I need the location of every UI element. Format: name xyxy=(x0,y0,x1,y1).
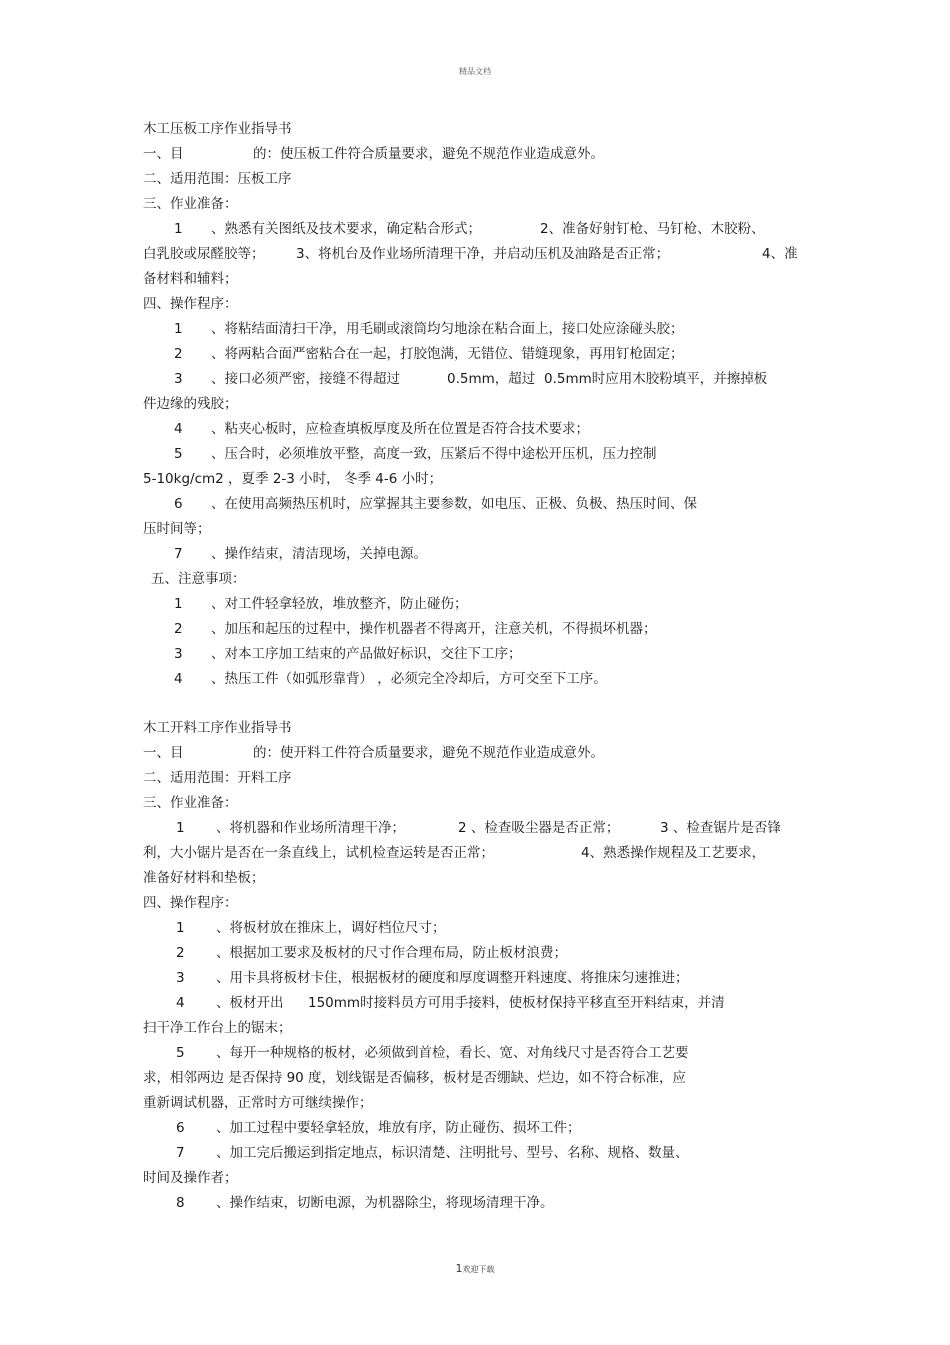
doc2-prep-item-3-cont: 利，大小锯片是否在一条直线上，试机检查运转是否正常； xyxy=(143,845,494,861)
doc2-proc-heading: 四、操作程序： xyxy=(143,895,238,911)
doc1-title: 木工压板工序作业指导书 xyxy=(143,121,292,137)
doc1-proc-heading: 四、操作程序： xyxy=(143,296,238,312)
doc1-proc-item-4: 、粘夹心板时，应检查填板厚度及所在位置是否符合技术要求； xyxy=(211,421,589,437)
doc2-proc-num-1: 1 xyxy=(176,920,185,936)
doc1-prep-item-2: 2、准备好射钉枪、马钉枪、木胶粉、 xyxy=(540,221,765,237)
doc1-proc-item-3d: 件边缘的残胶； xyxy=(143,396,238,412)
footer-text: 欢迎下载 xyxy=(462,1265,495,1274)
doc1-proc-num-4: 4 xyxy=(174,421,183,437)
doc2-proc-item-4b: 150mm时接料员方可用手接料，使板材保持平移直至开料结束，并清 xyxy=(308,995,725,1011)
doc1-prep-item-1: 、熟悉有关图纸及技术要求，确定粘合形式； xyxy=(211,221,481,237)
doc1-proc-item-6: 、在使用高频热压机时，应掌握其主要参数，如电压、正极、负极、热压时间、保 xyxy=(211,496,697,512)
doc2-purpose-text: 的：使开料工件符合质量要求，避免不规范作业造成意外。 xyxy=(253,745,604,761)
doc1-note-item-4: 、热压工件（如弧形靠背） ，必须完全冷却后，方可交至下工序。 xyxy=(211,671,607,687)
doc2-prep-item-4: 4、熟悉操作规程及工艺要求， xyxy=(581,845,766,861)
doc1-proc-item-1: 、将粘结面清扫干净，用毛刷或滚筒均匀地涂在粘合面上，接口处应涂碰头胶； xyxy=(211,321,684,337)
doc2-purpose-label: 一、目 xyxy=(143,745,184,761)
doc1-prep-num-1: 1 xyxy=(174,221,183,237)
doc2-proc-num-2: 2 xyxy=(176,945,185,961)
doc2-proc-item-7b: 时间及操作者； xyxy=(143,1170,238,1186)
doc1-note-item-1: 、对工件轻拿轻放，堆放整齐，防止碰伤； xyxy=(211,596,468,612)
doc1-proc-item-3c: 0.5mm时应用木胶粉填平，并擦掉板 xyxy=(544,371,768,387)
doc1-notes-heading: 五、注意事项： xyxy=(151,571,246,587)
doc1-proc-num-7: 7 xyxy=(174,546,183,562)
doc2-proc-item-3: 、用卡具将板材卡住，根据板材的硬度和厚度调整开料速度、将推床匀速推进； xyxy=(216,970,689,986)
doc2-proc-num-7: 7 xyxy=(176,1145,185,1161)
doc2-proc-item-6: 、加工过程中要轻拿轻放，堆放有序，防止碰伤、损坏工件； xyxy=(216,1120,581,1136)
doc1-note-item-2: 、加压和起压的过程中，操作机器者不得离开，注意关机，不得损坏机器； xyxy=(211,621,657,637)
doc1-proc-num-3: 3 xyxy=(174,371,183,387)
doc2-proc-num-3: 3 xyxy=(176,970,185,986)
doc2-prep-heading: 三、作业准备： xyxy=(143,795,238,811)
doc1-proc-num-2: 2 xyxy=(174,346,183,362)
doc1-proc-item-7: 、操作结束，清洁现场，关掉电源。 xyxy=(211,546,427,562)
doc1-note-num-3: 3 xyxy=(174,646,183,662)
page-header: 精品文档 xyxy=(459,67,491,76)
doc2-proc-item-5c: 重新调试机器，正常时方可继续操作； xyxy=(143,1095,373,1111)
doc2-proc-item-4a: 、板材开出 xyxy=(216,995,284,1011)
page-footer xyxy=(0,1262,950,1275)
doc1-scope: 二、适用范围：压板工序 xyxy=(143,171,292,187)
doc2-title: 木工开料工序作业指导书 xyxy=(143,720,292,736)
doc2-proc-num-5: 5 xyxy=(176,1045,185,1061)
doc1-proc-item-3a: 、接口必须严密，接缝不得超过 xyxy=(211,371,400,387)
doc2-proc-item-5b: 求，相邻两边 是否保持 90 度，划线锯是否偏移，板材是否绷缺、烂边，如不符合标准，应 xyxy=(143,1070,687,1086)
doc1-note-num-1: 1 xyxy=(174,596,183,612)
doc1-proc-item-5: 、压合时，必须堆放平整，高度一致，压紧后不得中途松开压机，压力控制 xyxy=(211,446,657,462)
doc2-prep-item-2: 2 、检查吸尘器是否正常； xyxy=(458,820,620,836)
doc1-proc-item-2: 、将两粘合面严密粘合在一起，打胶饱满，无错位、错缝现象，再用钉枪固定； xyxy=(211,346,684,362)
doc1-prep-item-4: 4、准 xyxy=(762,246,798,262)
doc1-prep-heading: 三、作业准备： xyxy=(143,196,238,212)
doc2-prep-item-3: 3 、检查锯片是否锋 xyxy=(660,820,781,836)
doc2-proc-num-6: 6 xyxy=(176,1120,185,1136)
doc1-proc-item-6b: 压时间等； xyxy=(143,521,211,537)
doc1-note-item-3: 、对本工序加工结束的产品做好标识，交往下工序； xyxy=(211,646,522,662)
doc1-prep-item-2-cont: 白乳胶或尿醛胶等； xyxy=(143,246,265,262)
doc1-proc-num-1: 1 xyxy=(174,321,183,337)
doc1-proc-item-3b: 0.5mm，超过 xyxy=(447,371,536,387)
page-number: 1 xyxy=(455,1262,463,1275)
doc1-proc-num-5: 5 xyxy=(174,446,183,462)
doc2-prep-item-1: 、将机器和作业场所清理干净； xyxy=(216,820,405,836)
doc2-proc-item-1: 、将板材放在推床上，调好档位尺寸； xyxy=(216,920,446,936)
doc1-purpose-text: 的：使压板工件符合质量要求，避免不规范作业造成意外。 xyxy=(253,146,604,162)
doc2-proc-item-7: 、加工完后搬运到指定地点，标识清楚、注明批号、型号、名称、规格、数量、 xyxy=(216,1145,689,1161)
doc2-proc-num-4: 4 xyxy=(176,995,185,1011)
doc1-prep-item-3: 3、将机台及作业场所清理干净，并启动压机及油路是否正常； xyxy=(296,246,670,262)
doc1-purpose-label: 一、目 xyxy=(143,146,184,162)
doc1-note-num-4: 4 xyxy=(174,671,183,687)
doc2-proc-item-4c: 扫干净工作台上的锯末； xyxy=(143,1020,292,1036)
doc2-prep-item-4-cont: 准备好材料和垫板； xyxy=(143,870,265,886)
doc2-prep-num-1: 1 xyxy=(176,820,185,836)
doc2-proc-item-8: 、操作结束，切断电源，为机器除尘，将现场清理干净。 xyxy=(216,1195,554,1211)
doc2-scope: 二、适用范围：开料工序 xyxy=(143,770,292,786)
doc1-note-num-2: 2 xyxy=(174,621,183,637)
doc2-proc-item-5: 、每开一种规格的板材，必须做到首检，看长、宽、对角线尺寸是否符合工艺要 xyxy=(216,1045,689,1061)
doc1-proc-num-6: 6 xyxy=(174,496,183,512)
doc1-proc-item-5b: 5-10kg/cm2 ，夏季 2-3 小时， 冬季 4-6 小时； xyxy=(143,471,443,487)
doc1-prep-item-4-cont: 备材料和辅料； xyxy=(143,271,238,287)
doc2-proc-num-8: 8 xyxy=(176,1195,185,1211)
doc2-proc-item-2: 、根据加工要求及板材的尺寸作合理布局，防止板材浪费； xyxy=(216,945,567,961)
